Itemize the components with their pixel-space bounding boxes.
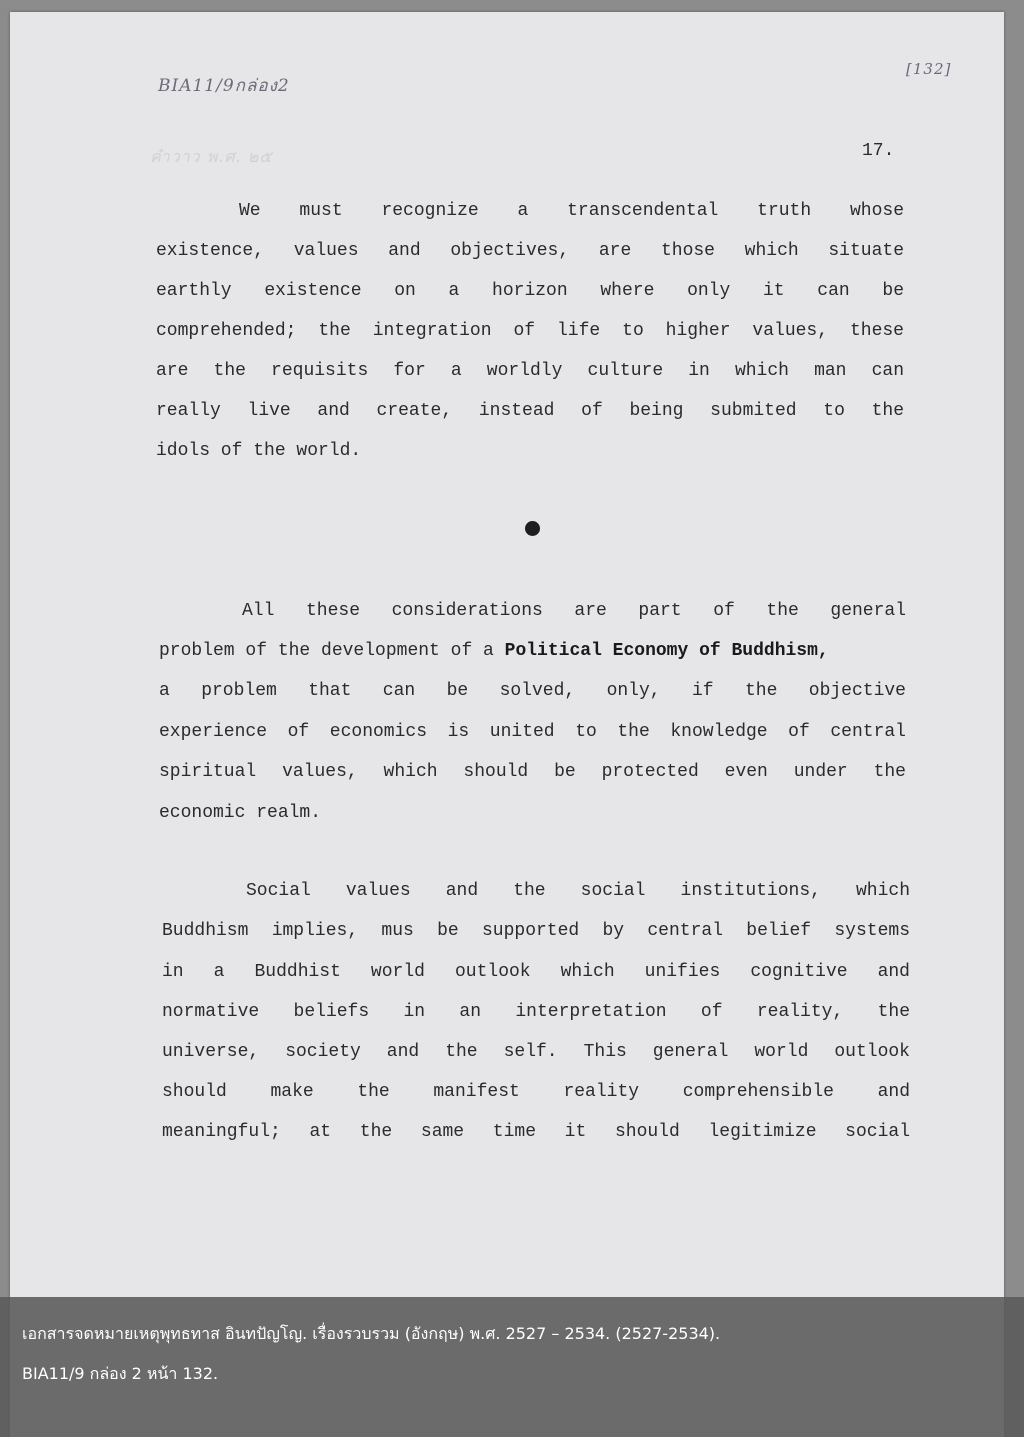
paragraph-line: We must recognize a transcendental truth whose <box>239 201 904 221</box>
archive-caption <box>0 1297 1024 1437</box>
paragraph-line: comprehended; the integration of life to higher values, these <box>156 321 904 341</box>
paragraph-line <box>159 641 906 661</box>
paragraph-line: in a Buddhist world outlook which unifies cognitive and <box>162 962 910 982</box>
handwritten-archive-code: BIA11/9กล่อง2 <box>158 76 290 96</box>
paragraph-line: Buddhism implies, mus be supported by central belief systems <box>162 921 910 941</box>
page-number: 17. <box>862 141 895 161</box>
paragraph-line: earthly existence on a horizon where only it can be <box>156 281 904 301</box>
paragraph-line: idols of the world. <box>156 441 362 461</box>
paragraph-text: problem of the development of a <box>159 641 505 661</box>
bullet-separator <box>525 521 540 536</box>
caption-title: เอกสารจดหมายเหตุพุทธทาส อินทปัญโญ. เรื่องรวบรวม (อังกฤษ) พ.ศ. 2527 – 2534. (2527-2534). <box>22 1324 721 1343</box>
paragraph-line: spiritual values, which should be protected even under the <box>159 762 906 782</box>
paragraph-line: Social values and the social institutions, which <box>246 881 910 901</box>
paragraph-line: should make the manifest reality comprehensible and <box>162 1082 910 1102</box>
emphasized-term: Political Economy of Buddhism, <box>504 641 829 661</box>
paragraph-line: really live and create, instead of being submited to the <box>156 401 904 421</box>
handwritten-page-reference: [132] <box>906 60 952 78</box>
paragraph-line: existence, values and objectives, are those which situate <box>156 241 904 261</box>
paragraph-line: a problem that can be solved, only, if the objective <box>159 681 906 701</box>
caption-reference: BIA11/9 กล่อง 2 หน้า 132. <box>22 1364 219 1383</box>
paragraph-line: are the requisits for a worldly culture in which man can <box>156 361 904 381</box>
paragraph-line: meaningful; at the same time it should legitimize social <box>162 1122 910 1142</box>
paragraph-line: All these considerations are part of the general <box>242 601 906 621</box>
faint-handwriting: คำวาว พ.ศ. ๒๕ <box>150 147 273 166</box>
paragraph-line: experience of economics is united to the knowledge of central <box>159 722 906 742</box>
paragraph-line: universe, society and the self. This general world outlook <box>162 1042 910 1062</box>
paragraph-line: normative beliefs in an interpretation of reality, the <box>162 1002 910 1022</box>
paragraph-line: economic realm. <box>159 803 322 823</box>
